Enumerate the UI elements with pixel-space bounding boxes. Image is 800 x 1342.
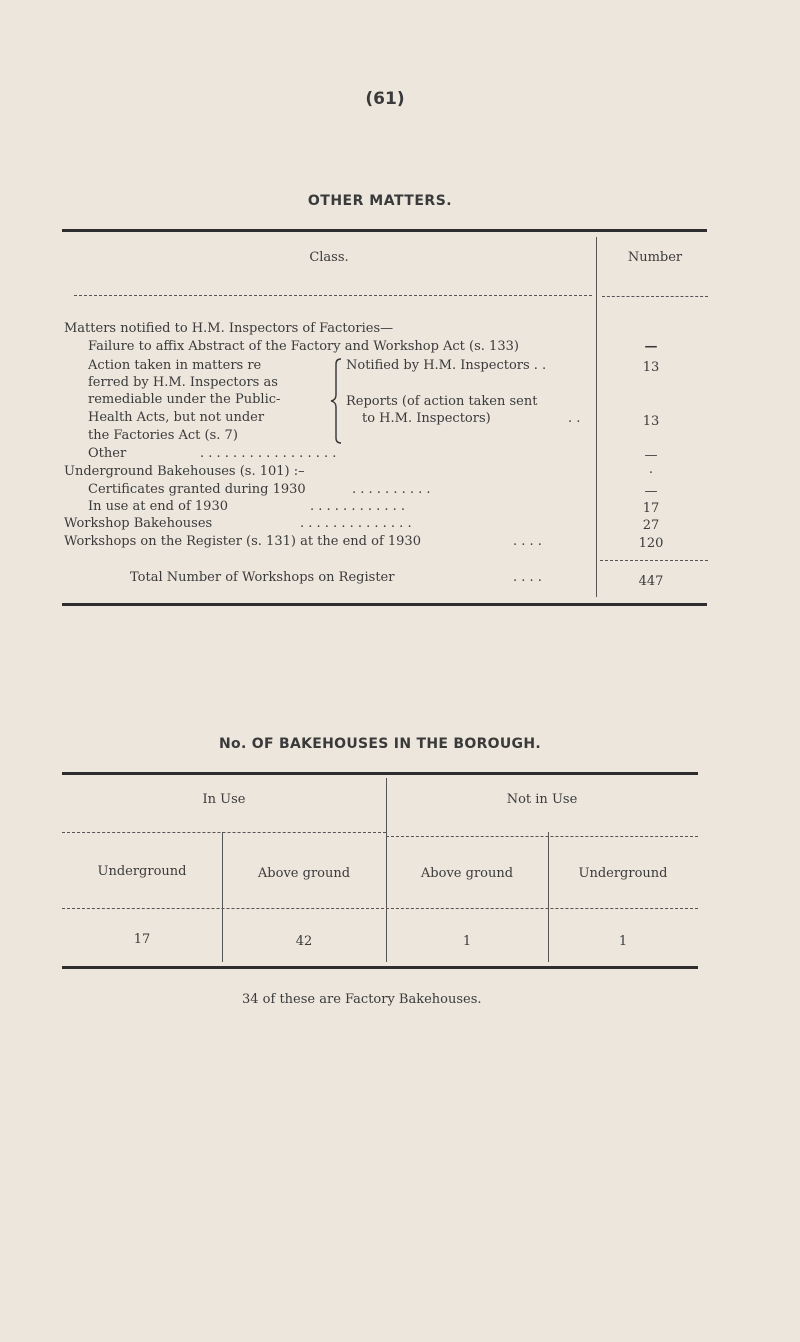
workshop-bakehouses-label: Workshop Bakehouses bbox=[64, 516, 213, 531]
failure-value: — bbox=[644, 339, 658, 354]
action-line-1: Action taken in matters re bbox=[88, 358, 262, 373]
table-bottom-rule bbox=[62, 603, 707, 606]
col-above-ground-not-in-use: Above ground bbox=[420, 866, 514, 881]
notified-label: Notified by H.M. Inspectors . . bbox=[346, 358, 547, 373]
failure-label: Failure to affix Abstract of the Factory and Workshop Act (s. 133) bbox=[88, 339, 519, 354]
register-dots: . . . . bbox=[513, 534, 542, 549]
reports-line-2: to H.M. Inspectors) bbox=[362, 411, 491, 426]
value-above-ground-in-use: 42 bbox=[295, 934, 313, 949]
certificates-value: — bbox=[644, 484, 658, 499]
reports-dots: . . bbox=[568, 411, 581, 426]
action-line-4: Health Acts, but not under bbox=[88, 410, 265, 425]
inuse-label: In use at end of 1930 bbox=[88, 499, 228, 514]
inuse-dots: . . . . . . . . . . . . bbox=[310, 499, 406, 514]
bakehouses-title: No. OF BAKEHOUSES IN THE BOROUGH. bbox=[219, 736, 541, 752]
header-dash-rule bbox=[74, 295, 592, 296]
col-above-ground-in-use: Above ground bbox=[257, 866, 351, 881]
other-value: — bbox=[644, 448, 658, 463]
certificates-label: Certificates granted during 1930 bbox=[88, 482, 306, 497]
value-above-ground-not-in-use: 1 bbox=[462, 934, 472, 949]
not-in-use-header: Not in Use bbox=[506, 792, 578, 807]
other-dots: . . . . . . . . . . . . . . . . . bbox=[200, 446, 337, 461]
inuse-value: 17 bbox=[642, 501, 660, 516]
total-dots: . . . . bbox=[513, 570, 542, 585]
number-header: Number bbox=[627, 250, 683, 265]
reports-value: 13 bbox=[642, 414, 660, 429]
total-value: 447 bbox=[638, 574, 664, 589]
total-label: Total Number of Workshops on Register bbox=[130, 570, 395, 585]
matters-heading: Matters notified to H.M. Inspectors of Factories— bbox=[64, 321, 394, 336]
reports-line-1: Reports (of action taken sent bbox=[346, 394, 538, 409]
group-rule-left bbox=[62, 832, 386, 833]
notified-value: 13 bbox=[642, 360, 660, 375]
action-line-2: ferred by H.M. Inspectors as bbox=[88, 375, 278, 390]
register-label: Workshops on the Register (s. 131) at the end of 1930 bbox=[64, 534, 421, 549]
bakehouse-bottom-rule bbox=[62, 966, 698, 969]
workshop-bakehouses-value: 27 bbox=[642, 518, 660, 533]
class-header: Class. bbox=[309, 250, 349, 265]
action-line-3: remediable under the Public- bbox=[88, 392, 281, 407]
table-top-rule bbox=[62, 229, 707, 232]
register-value: 120 bbox=[638, 536, 664, 551]
underground-heading: Underground Bakehouses (s. 101) :– bbox=[64, 464, 305, 479]
value-underground-not-in-use: 1 bbox=[618, 934, 628, 949]
workshop-bakehouses-dots: . . . . . . . . . . . . . . bbox=[300, 516, 412, 531]
other-label: Other bbox=[88, 446, 127, 461]
header-dash-rule-number bbox=[602, 296, 708, 297]
total-rule bbox=[600, 560, 708, 561]
in-use-header: In Use bbox=[202, 792, 246, 807]
page-number: (61) bbox=[365, 89, 405, 109]
column-header-rule bbox=[62, 908, 698, 909]
value-underground-in-use: 17 bbox=[133, 932, 151, 947]
action-line-5: the Factories Act (s. 7) bbox=[88, 428, 238, 443]
brace-icon bbox=[329, 358, 343, 444]
bakehouse-top-rule bbox=[62, 772, 698, 775]
column-divider bbox=[596, 237, 597, 597]
col-underground-in-use: Underground bbox=[97, 864, 187, 879]
col-underground-not-in-use: Underground bbox=[578, 866, 668, 881]
other-matters-title: OTHER MATTERS. bbox=[307, 193, 453, 209]
underground-value: . bbox=[648, 462, 654, 477]
group-rule-right bbox=[386, 836, 698, 837]
certificates-dots: . . . . . . . . . . bbox=[352, 482, 431, 497]
bakehouse-note: 34 of these are Factory Bakehouses. bbox=[242, 992, 482, 1007]
